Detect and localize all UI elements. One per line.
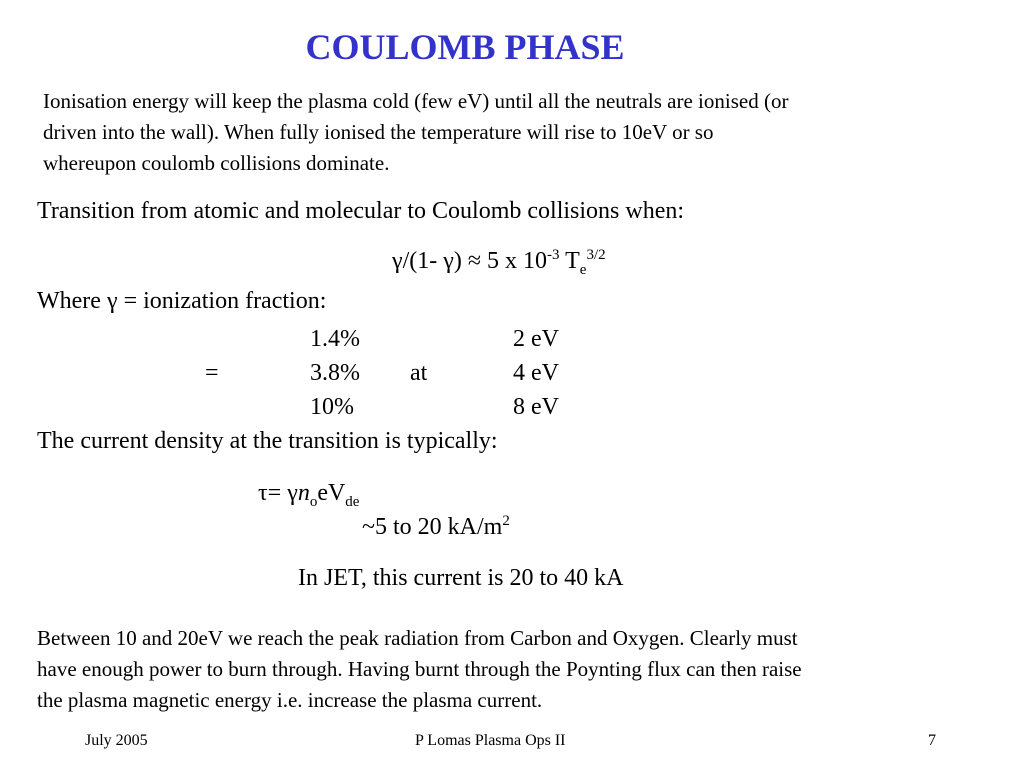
fraction-cell: 3.8% — [310, 360, 360, 386]
footer-page-number: 7 — [928, 732, 936, 749]
density-subscript: o — [309, 493, 318, 510]
where-line — [37, 288, 326, 315]
velocity-subscript: de — [345, 493, 360, 510]
gamma-symbol: γ — [287, 480, 298, 506]
intro-line: driven into the wall). When fully ionised the temperature will rise to 10eV or so — [43, 120, 714, 144]
formula-lhs: γ/(1- γ) ≈ 5 x 10 — [392, 248, 548, 274]
ev-term: eV — [317, 480, 346, 506]
transition-formula — [392, 247, 606, 278]
outro-line: have enough power to burn through. Having burnt through the Poynting flux can then raise — [37, 657, 802, 681]
footer-date: July 2005 — [85, 732, 148, 749]
jet-text: In JET, this current is 20 to 40 kA — [298, 565, 624, 591]
intro-paragraph — [43, 86, 983, 179]
gamma-symbol: γ — [106, 288, 118, 314]
transition-text: Transition from atomic and molecular to Coulomb collisions when: — [37, 198, 685, 224]
equals-sign: = — [205, 360, 219, 386]
approx-unit-power: 2 — [502, 513, 510, 529]
equals-symbol: = — [267, 480, 288, 506]
approx-text: ~5 to 20 kA/m — [362, 514, 503, 540]
current-density-text: The current density at the transition is typically: — [37, 428, 498, 454]
slide-title: COULOMB PHASE — [305, 27, 625, 67]
current-density-formula — [258, 480, 360, 510]
formula-temp-subscript: e — [579, 261, 587, 278]
outro-line: Between 10 and 20eV we reach the peak radiation from Carbon and Oxygen. Clearly must — [37, 626, 798, 650]
outro-line: the plasma magnetic energy i.e. increase the plasma current. — [37, 688, 543, 712]
energy-cell: 8 eV — [513, 394, 559, 420]
where-rest: = ionization fraction: — [117, 288, 327, 314]
formula-temp: T — [559, 248, 580, 274]
formula-exponent: -3 — [547, 247, 560, 263]
outro-paragraph — [37, 623, 997, 716]
where-label: Where — [37, 288, 107, 314]
footer-author: P Lomas Plasma Ops II — [415, 732, 566, 749]
energy-cell: 4 eV — [513, 360, 559, 386]
formula-temp-power: 3/2 — [586, 247, 606, 263]
fraction-cell: 1.4% — [310, 326, 360, 352]
approx-value — [362, 514, 510, 541]
fraction-cell: 10% — [310, 394, 354, 420]
intro-line: whereupon coulomb collisions dominate. — [43, 151, 390, 175]
density-variable: n — [297, 480, 310, 506]
tau-symbol: τ — [258, 480, 268, 506]
intro-line: Ionisation energy will keep the plasma cold (few eV) until all the neutrals are ionised (or — [43, 89, 789, 113]
energy-cell: 2 eV — [513, 326, 559, 352]
at-label: at — [410, 360, 428, 386]
